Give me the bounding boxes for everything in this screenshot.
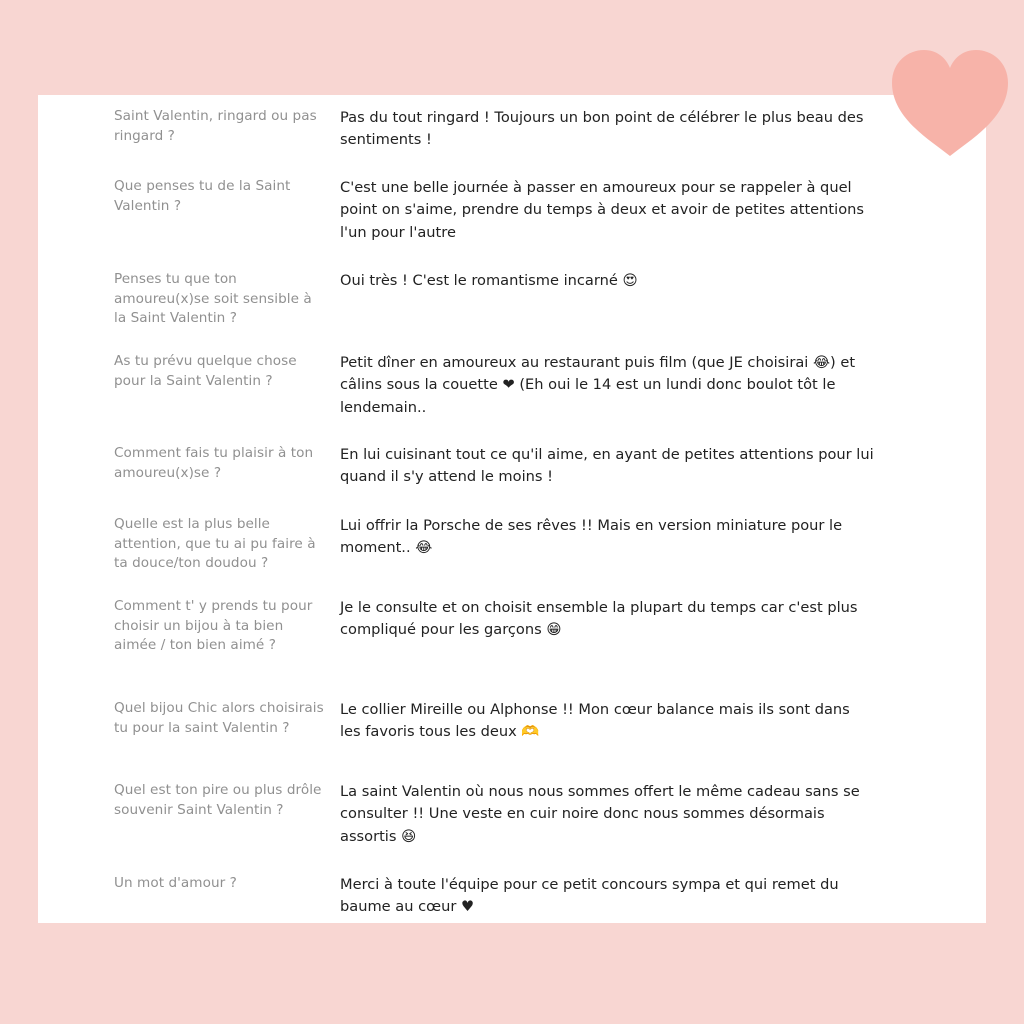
heart-icon bbox=[890, 48, 1010, 158]
question-text: Comment fais tu plaisir à ton amoureu(x)se ? bbox=[114, 445, 314, 481]
answer-text: En lui cuisinant tout ce qu'il aime, en ayant de petites attentions pour lui quand il s'y attend le moins ! bbox=[340, 446, 874, 486]
question-text: As tu prévu quelque chose pour la Saint Valentin ? bbox=[114, 353, 297, 389]
qa-card bbox=[38, 95, 986, 923]
question-text: Que penses tu de la Saint Valentin ? bbox=[114, 178, 291, 214]
answer-text: C'est une belle journée à passer en amoureux pour se rappeler à quel point on s'aime, prendre du temps à deux et avoir de petites attentions l'un pour l'autre bbox=[340, 179, 864, 241]
answer-text: Merci à toute l'équipe pour ce petit concours sympa et qui remet du baume au cœur ♥ bbox=[340, 876, 839, 916]
answer-text: Oui très ! C'est le romantisme incarné 😍 bbox=[340, 272, 638, 289]
question-text: Penses tu que ton amoureu(x)se soit sensible à la Saint Valentin ? bbox=[114, 271, 312, 327]
question-text: Comment t' y prends tu pour choisir un bijou à ta bien aimée / ton bien aimé ? bbox=[114, 598, 313, 654]
answer-text: Je le consulte et on choisit ensemble la plupart du temps car c'est plus compliqué pour les garçons 😁 bbox=[340, 599, 858, 639]
question-text: Saint Valentin, ringard ou pas ringard ? bbox=[114, 108, 317, 144]
answer-text: La saint Valentin où nous nous sommes offert le même cadeau sans se consulter !! Une veste en cuir noire donc nous sommes désormais assortis 😆 bbox=[340, 783, 860, 845]
answer-text: Le collier Mireille ou Alphonse !! Mon cœur balance mais ils sont dans les favoris tous les deux 🫶 bbox=[340, 701, 850, 741]
question-text: Un mot d'amour ? bbox=[114, 875, 237, 891]
question-text: Quel bijou Chic alors choisirais tu pour la saint Valentin ? bbox=[114, 700, 324, 736]
answer-text: Petit dîner en amoureux au restaurant puis film (que JE choisirai 😂) et câlins sous la couette ❤ (Eh oui le 14 est un lundi donc boulot tôt le lendemain.. bbox=[340, 354, 856, 416]
answer-text: Lui offrir la Porsche de ses rêves !! Mais en version miniature pour le moment.. 😂 bbox=[340, 517, 843, 557]
question-text: Quel est ton pire ou plus drôle souvenir Saint Valentin ? bbox=[114, 782, 322, 818]
answer-text: Pas du tout ringard ! Toujours un bon point de célébrer le plus beau des sentiments ! bbox=[340, 109, 864, 149]
question-text: Quelle est la plus belle attention, que tu ai pu faire à ta douce/ton doudou ? bbox=[114, 516, 316, 572]
